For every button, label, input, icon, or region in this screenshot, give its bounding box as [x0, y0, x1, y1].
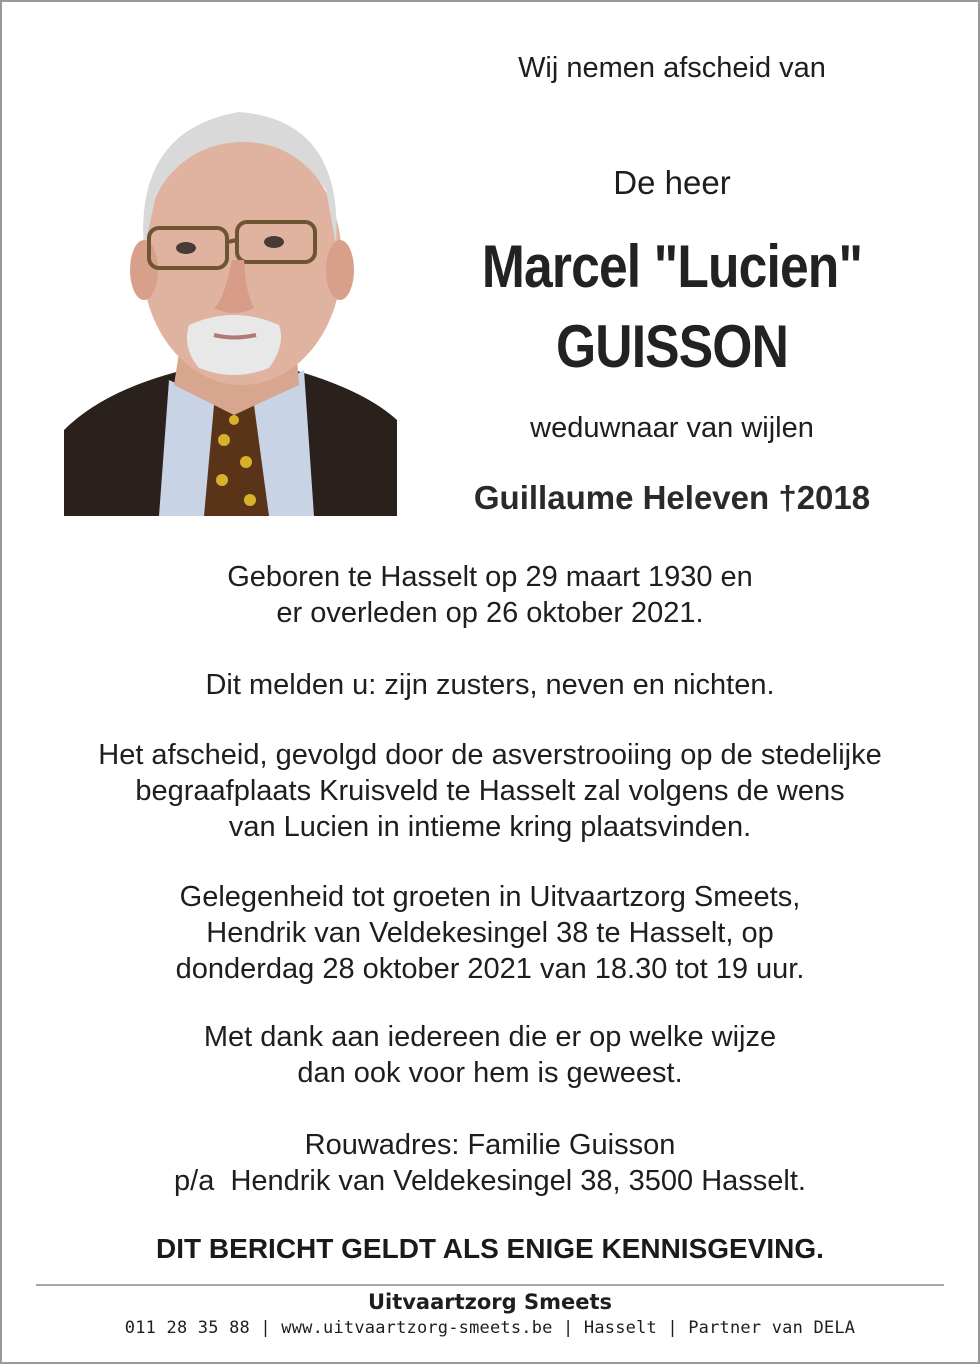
text-line: Gelegenheid tot groeten in Uitvaartzorg Smeets,: [179, 881, 801, 913]
deceased-name: Marcel "Lucien": [481, 233, 863, 300]
ceremony-paragraph: [0, 737, 980, 845]
footer-contact-info: 011 28 35 88 | www.uitvaartzorg-smeets.be | Hasselt | Partner van DELA: [124, 1318, 856, 1338]
mourning-address: [0, 1127, 980, 1199]
text-line: dan ook voor hem is geweest.: [297, 1057, 683, 1089]
text-line: er overleden op 26 oktober 2021.: [276, 597, 704, 629]
official-notice: DIT BERICHT GELDT ALS ENIGE KENNISGEVING.: [156, 1233, 824, 1264]
text-line: donderdag 28 oktober 2021 van 18.30 tot 19 uur.: [175, 953, 805, 985]
text-line: Geboren te Hasselt op 29 maart 1930 en: [227, 561, 753, 593]
text-line: Rouwadres: Familie Guisson: [304, 1129, 676, 1161]
text-line: Dit melden u: zijn zusters, neven en nichten.: [205, 669, 775, 701]
text-line: van Lucien in intieme kring plaatsvinden.: [228, 811, 752, 843]
portrait-photo: [64, 70, 397, 516]
deceased-surname: GUISSON: [556, 313, 788, 380]
announced-by-paragraph: [0, 667, 980, 703]
condolences-paragraph: [0, 879, 980, 987]
text-line: Met dank aan iedereen die er op welke wijze: [203, 1021, 777, 1053]
text-line: Hendrik van Veldekesingel 38 te Hasselt, op: [206, 917, 774, 949]
text-line: begraafplaats Kruisveld te Hasselt zal volgens de wens: [135, 775, 845, 807]
footer-company: Uitvaartzorg Smeets: [367, 1290, 613, 1314]
text-line: Het afscheid, gevolgd door de asverstrooiing op de stedelijke: [98, 739, 882, 771]
intro-text: Wij nemen afscheid van: [518, 52, 826, 84]
thanks-paragraph: [0, 1019, 980, 1091]
widow-label: weduwnaar van wijlen: [530, 412, 814, 444]
footer-divider: [36, 1284, 944, 1286]
birth-death-paragraph: [0, 559, 980, 631]
spouse-name: Guillaume Heleven †2018: [473, 479, 871, 516]
text-line: p/a Hendrik van Veldekesingel 38, 3500 Hasselt.: [174, 1165, 806, 1197]
salutation: De heer: [613, 164, 731, 201]
